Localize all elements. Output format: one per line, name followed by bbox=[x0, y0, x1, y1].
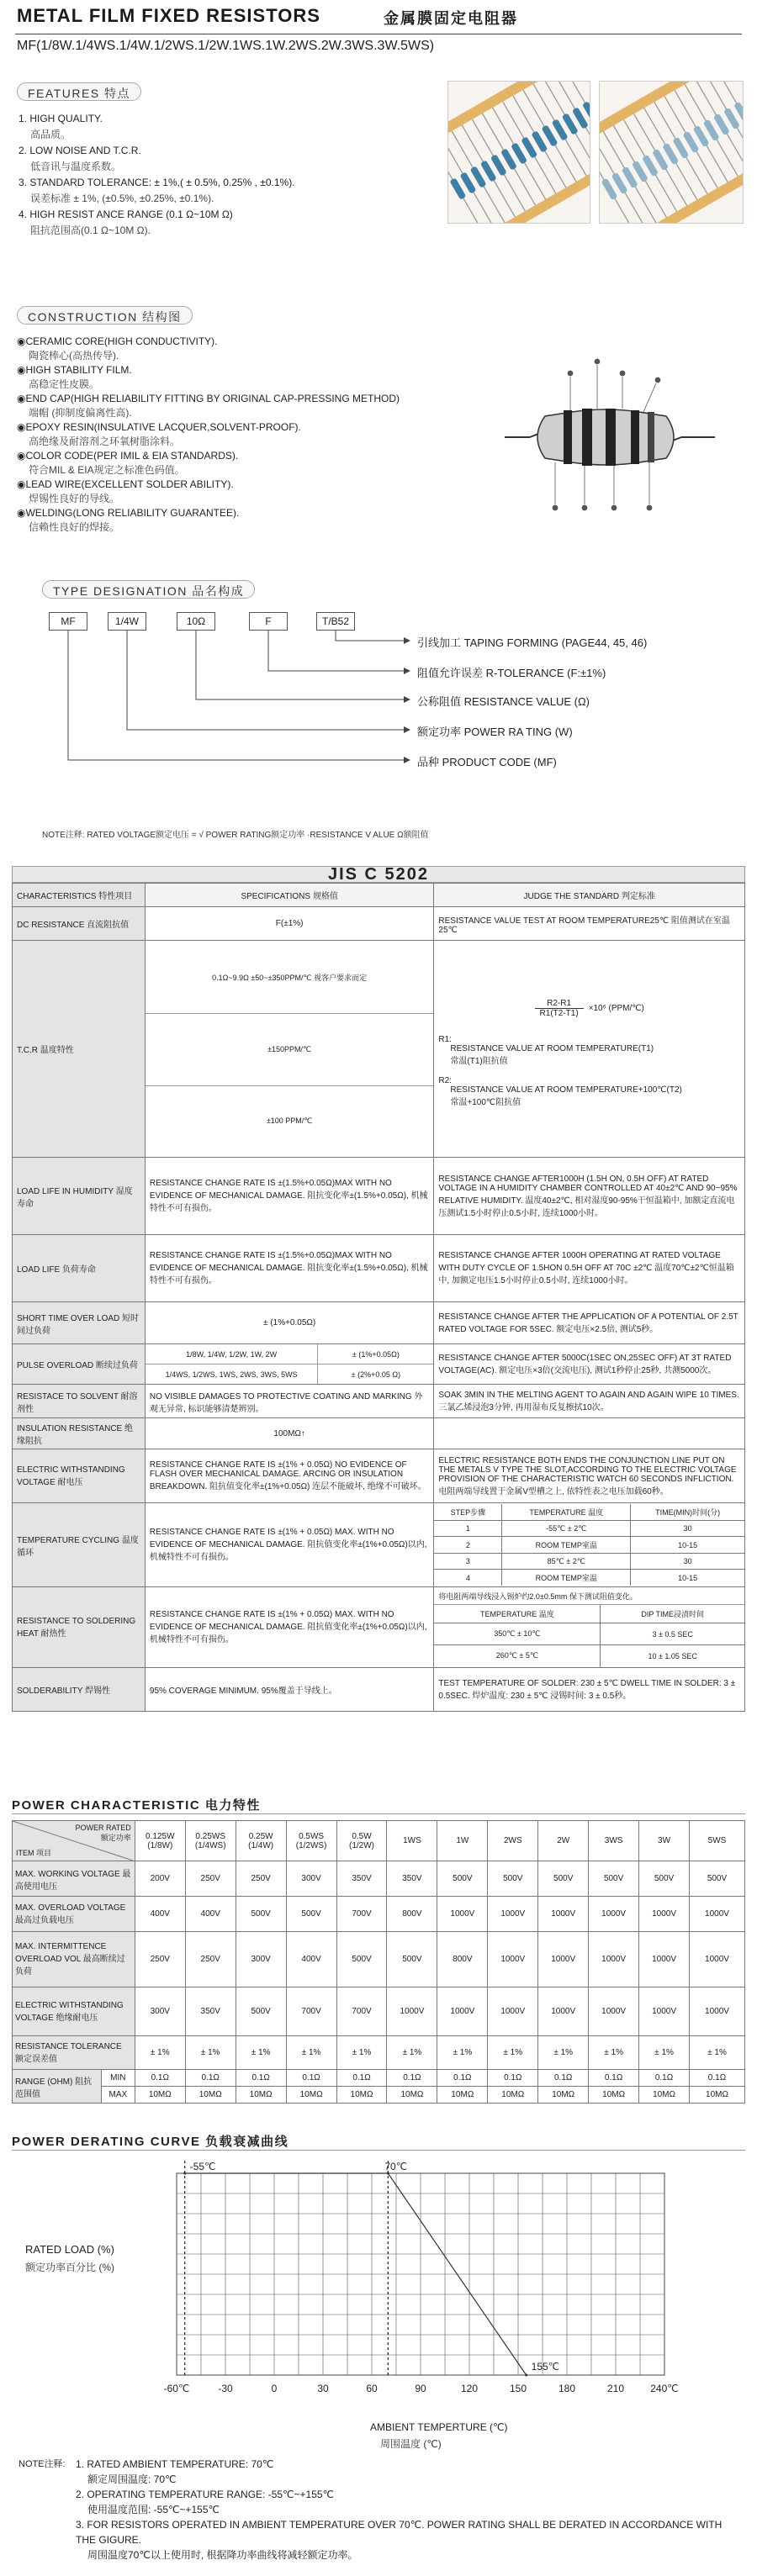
x-tick-label: 90 bbox=[415, 2383, 426, 2394]
power-header-row bbox=[13, 1821, 745, 1861]
table-row bbox=[13, 1449, 745, 1503]
tcr-judge-cell: $\frac{R2-R1}{R1(T2-T1)}$ ×10⁶ (PPM/℃) R1: RESISTANCE VALUE AT ROOM TEMPERATURE(T1) 常温(T1)阻抗值 R2: RESISTANCE VALUE AT ROOM TEMPERATURE+100℃(T2) 常温+100℃阻抗值 bbox=[434, 941, 745, 1158]
power-col-header: 0.5WS (1/2WS) bbox=[286, 1821, 336, 1861]
code-box-resistance: 10Ω bbox=[177, 612, 215, 631]
derating-y-label-cn: 额定功率百分比 (%) bbox=[25, 2262, 114, 2273]
header-characteristics: CHARACTERISTICS 特性项目 bbox=[13, 884, 146, 907]
feature-item: 4. HIGH RESIST ANCE RANGE (0.1 Ω~10M Ω) 阻抗范围高(0.1 Ω~10M Ω). bbox=[19, 209, 233, 236]
x-tick-label: 150 bbox=[509, 2383, 527, 2394]
power-characteristic-table bbox=[12, 1820, 745, 2104]
power-col-header: 1W bbox=[437, 1821, 488, 1861]
page-title-cn: 金属膜固定电阻器 bbox=[384, 10, 518, 27]
row-judge: RESISTANCE CHANGE AFTER 5000C(1SEC ON,25SEC OFF) AT 3T RATED VOLTAGE(AC). 额定电压×3倍(交流电压), 测试1秒停止25秒, 共测5000次。 bbox=[434, 1344, 745, 1385]
taped-resistor-photo-2 bbox=[599, 81, 744, 224]
row-spec: F(±1%) bbox=[145, 907, 434, 941]
power-col-header: 5WS bbox=[690, 1821, 745, 1861]
power-col-header: 0.125W (1/8W) bbox=[135, 1821, 185, 1861]
tcr-spec-high: ±100 PPM/℃ bbox=[266, 1116, 313, 1125]
type-designation-tag: TYPE DESIGNATION 品名构成 bbox=[42, 580, 255, 599]
construction-list bbox=[17, 335, 454, 535]
tcr-spec-mid: ±150PPM/℃ bbox=[146, 1014, 434, 1086]
soldering-judge-cell: 将电阻两端导线浸入锡炉约2.0±0.5mm 保下测试阻值变化。 TEMPERATURE 温度 DIP TIME浸渍时间 350℃ ± 10℃ 3 ± 0.5 SEC 260℃ ± 5℃ 10 ± 1.05 SEC bbox=[434, 1587, 745, 1668]
row-label: ELECTRIC WITHSTANDING VOLTAGE 耐电压 bbox=[13, 1449, 146, 1503]
notes-list bbox=[76, 2457, 740, 2563]
label-power-rating: 额定功率 POWER RA TING (W) bbox=[417, 726, 573, 738]
row-label: DC RESISTANCE 直流阻抗值 bbox=[13, 907, 146, 941]
tcr-spec-cell bbox=[145, 941, 434, 1158]
rated-voltage-note: NOTE注释: RATED VOLTAGE额定电压 = √ POWER RATING额定功率 ·RESISTANCE V ALUE Ω额阻值 bbox=[42, 831, 429, 840]
page-title: METAL FILM FIXED RESISTORS bbox=[17, 5, 320, 26]
row-spec: RESISTANCE CHANGE RATE IS ±(1.5%+0.05Ω)MAX WITH NO EVIDENCE OF MECHANICAL DAMAGE. 阻抗变化率±(1.5%+0.05Ω), 机械特性不可有损伤。 bbox=[145, 1235, 434, 1302]
table-row bbox=[13, 1235, 745, 1302]
row-label: RESISTANCE TO SOLDERING HEAT 耐热性 bbox=[13, 1587, 146, 1668]
power-col-header: 0.25WS (1/4WS) bbox=[185, 1821, 236, 1861]
derating-x-label-cn: 周围温度 (℃) bbox=[380, 2438, 442, 2450]
row-spec: ± (1%+0.05Ω) bbox=[145, 1302, 434, 1344]
note-item: 1. RATED AMBIENT TEMPERATURE: 70℃ bbox=[76, 2458, 274, 2470]
power-row: RESISTANCE TOLERANCE 额定误差值 ± 1% ± 1% ± 1% ± 1% ± 1% ± 1% ± 1% ± 1% ± 1% ± 1% ± 1% ± 1% bbox=[13, 2036, 745, 2070]
table-row-soldering-heat bbox=[13, 1587, 745, 1668]
power-col-header: 1WS bbox=[387, 1821, 437, 1861]
soldering-table: TEMPERATURE 温度 DIP TIME浸渍时间 350℃ ± 10℃ 3 ± 0.5 SEC 260℃ ± 5℃ 10 ± 1.05 SEC bbox=[434, 1605, 744, 1667]
construction-item: ◉COLOR CODE(PER IMIL & EIA STANDARDS). 符合MIL & EIA规定之标准色码值。 bbox=[17, 450, 239, 476]
chart-grid bbox=[177, 2173, 664, 2375]
header-specifications: SPECIFICATIONS 规格值 bbox=[145, 884, 434, 907]
features-section bbox=[17, 82, 141, 102]
circle-dot-icon: ◉ bbox=[17, 478, 26, 490]
label-taping-forming: 引线加工 TAPING FORMING (PAGE44, 45, 46) bbox=[417, 636, 648, 649]
table-row bbox=[13, 1385, 745, 1418]
note-item-cn: 使用温度范围: -55℃~+155℃ bbox=[87, 2504, 220, 2515]
row-label: T.C.R 温度特性 bbox=[13, 941, 146, 1158]
resistor-reel-image bbox=[600, 82, 744, 224]
label-product-code: 品种 PRODUCT CODE (MF) bbox=[417, 756, 557, 768]
row-judge: TEST TEMPERATURE OF SOLDER: 230 ± 5℃ DWELL TIME IN SOLDER: 3 ± 0.5SEC. 焊炉温度: 230 ± 5℃ 浸锡时间: 3 ± 0.5秒。 bbox=[434, 1668, 745, 1712]
row-label: LOAD LIFE IN HUMIDITY 湿度寿命 bbox=[13, 1158, 146, 1235]
row-spec: RESISTANCE CHANGE RATE IS ±(1% + 0.05Ω) MAX. WITH NO EVIDENCE OF MECHANICAL DAMAGE. 阻抗值变化率±(1%+0.05Ω)以内, 机械特性不可有损伤。 bbox=[145, 1587, 434, 1668]
x-tick-label: 30 bbox=[317, 2383, 329, 2394]
rated-temp-label: 70℃ bbox=[384, 2161, 408, 2172]
row-label: LOAD LIFE 负荷寿命 bbox=[13, 1235, 146, 1302]
power-row: ELECTRIC WITHSTANDING VOLTAGE 绝缘耐电压 300V 350V 500V 700V 700V 1000V 1000V 1000V 1000V 1000V 1000V 1000V bbox=[13, 1987, 745, 2036]
row-judge bbox=[434, 1418, 745, 1449]
table-row bbox=[13, 1158, 745, 1235]
x-tick-label: -60℃ bbox=[163, 2383, 190, 2394]
construction-item: ◉CERAMIC CORE(HIGH CONDUCTIVITY). 陶瓷棒心(高热传导). bbox=[17, 335, 218, 362]
derating-x-label: AMBIENT TEMPERTURE (℃) bbox=[370, 2421, 508, 2433]
construction-item: ◉LEAD WIRE(EXCELLENT SOLDER ABILITY). 焊锡性良好的导线。 bbox=[17, 478, 234, 504]
row-spec: NO VISIBLE DAMAGES TO PROTECTIVE COATING AND MARKING 外观无异常, 标识能够清楚辨别。 bbox=[145, 1385, 434, 1418]
power-range-max-row: MAX 10MΩ 10MΩ 10MΩ 10MΩ 10MΩ 10MΩ 10MΩ 10MΩ 10MΩ 10MΩ 10MΩ 10MΩ bbox=[13, 2087, 745, 2104]
construction-item: ◉END CAP(HIGH RELIABILITY FITTING BY ORIGINAL CAP-PRESSING METHOD) 端帽 (抑制度偏离性高). bbox=[17, 393, 400, 419]
power-col-header: 0.25W (1/4W) bbox=[236, 1821, 286, 1861]
construction-item: ◉EPOXY RESIN(INSULATIVE LACQUER,SOLVENT-PROOF). 高绝缘及耐溶剂之环氧树脂涂料。 bbox=[17, 421, 301, 447]
x-tick-label: 180 bbox=[558, 2383, 576, 2394]
power-col-header: 3W bbox=[639, 1821, 690, 1861]
taped-resistor-photo-1 bbox=[447, 81, 590, 224]
x-tick-label: 120 bbox=[460, 2383, 479, 2394]
tcr-spec-low: 0.1Ω~9.9Ω ±50~±350PPM/℃ 视客户要求而定 bbox=[146, 942, 434, 1014]
type-designation-section bbox=[42, 580, 255, 599]
x-tick-label: 0 bbox=[271, 2383, 278, 2394]
chart-x-ticks bbox=[164, 2383, 679, 2394]
label-tolerance: 阻值允许误差 R-TOLERANCE (F:±1%) bbox=[417, 667, 606, 679]
construction-tag: CONSTRUCTION 结构图 bbox=[17, 306, 193, 325]
cycling-table: STEP步骤 TEMPERATURE 温度 TIME(MIN)时间(分) 1 -55℃ ± 2℃ 30 2 ROOM TEMP室温 10-15 3 85℃ ± 2℃ 30 4 ROOM TEMP室温 10-15 bbox=[434, 1504, 744, 1586]
code-box-mf: MF bbox=[49, 612, 87, 631]
code-box-tolerance: F bbox=[249, 612, 288, 631]
table-row-cycling bbox=[13, 1503, 745, 1587]
row-label: RESISTACE TO SOLVENT 耐溶剂性 bbox=[13, 1385, 146, 1418]
x-tick-label: 210 bbox=[606, 2383, 625, 2394]
construction-item: ◉HIGH STABILITY FILM. 高稳定性皮膜。 bbox=[17, 364, 132, 390]
circle-dot-icon: ◉ bbox=[17, 421, 26, 433]
code-box-taping: T/B52 bbox=[316, 612, 355, 631]
derating-point bbox=[525, 2374, 527, 2377]
power-col-header: 0.5W (1/2W) bbox=[336, 1821, 387, 1861]
x-tick-label: 60 bbox=[366, 2383, 378, 2394]
derating-curve-title: POWER DERATING CURVE 负载衰减曲线 bbox=[12, 2132, 745, 2151]
row-judge: RESISTANCE VALUE TEST AT ROOM TEMPERATURE25℃ 阻值测试在室温25℃ bbox=[434, 907, 745, 941]
derating-y-label: RATED LOAD (%) bbox=[25, 2243, 114, 2256]
row-judge: RESISTANCE CHANGE AFTER1000H (1.5H ON, 0.5H OFF) AT RATED VOLTAGE IN A HUMIDITY CHAMBER CONTROLLED AT 40±2℃ AND 90~95% RELATIVE HUMIDITY. 温度40±2℃, 相对湿度90-95%干恒温箱中, 加额定直流电压测试1.5小时停止0.5小时, 连续1000小时。 bbox=[434, 1158, 745, 1235]
power-col-header: 2WS bbox=[488, 1821, 538, 1861]
x-tick-label: 240℃ bbox=[650, 2383, 679, 2394]
table-row-pulse bbox=[13, 1344, 745, 1385]
chart-annotations bbox=[185, 2161, 559, 2375]
features-tag: FEATURES 特点 bbox=[17, 82, 141, 101]
power-row: MAX. INTERMITTENCE OVERLOAD VOL 最高断续过负荷 250V 250V 300V 400V 500V 500V 800V 1000V 1000V 1000V 1000V 1000V bbox=[13, 1932, 745, 1987]
row-judge: RESISTANCE CHANGE AFTER 1000H OPERATING AT RATED VOLTAGE WITH DUTY CYCLE OF 1.5HON 0.5H OFF AT 70C ±2℃ 温度70℃±2℃恒温箱中, 加额定电压1.5小时停止0.5小时, 连续1000小时。 bbox=[434, 1235, 745, 1302]
label-resistance-value: 公称阻值 RESISTANCE VALUE (Ω) bbox=[417, 695, 590, 708]
specification-table bbox=[12, 883, 745, 1712]
row-label: SHORT TIME OVER LOAD 短时间过负荷 bbox=[13, 1302, 146, 1344]
row-spec: RESISTANCE CHANGE RATE IS ±(1% + 0.05Ω) NO EVIDENCE OF FLASH OVER MECHANICAL DAMAGE. ARCING OR INSULATION BREAKDOWN. 阻抗值变化率±(1%+0.05Ω) 连层不能破坏, 绝缘不可破坏。 bbox=[145, 1449, 434, 1503]
row-judge: SOAK 3MIN IN THE MELTING AGENT TO AGAIN AND AGAIN WIPE 10 TIMES. 三氯乙烯浸泡3分钟, 再用湿布反复擦拭10次。 bbox=[434, 1385, 745, 1418]
row-label: PULSE OVERLOAD 断续过负荷 bbox=[13, 1344, 146, 1385]
circle-dot-icon: ◉ bbox=[17, 507, 26, 519]
note-item: 2. OPERATING TEMPERATURE RANGE: -55℃~+155℃ bbox=[76, 2489, 335, 2500]
jis-standard-title: JIS C 5202 bbox=[12, 866, 745, 883]
tcr-formula: $\frac{R2-R1}{R1(T2-T1)}$ ×10⁶ (PPM/℃) bbox=[438, 999, 740, 1018]
features-list bbox=[19, 111, 439, 239]
x-tick-label: -30 bbox=[218, 2383, 233, 2394]
feature-item: 2. LOW NOISE AND T.C.R. 低音讯与温度系数。 bbox=[19, 145, 141, 172]
resistor-reel-image bbox=[448, 82, 590, 224]
circle-dot-icon: ◉ bbox=[17, 335, 26, 347]
note-item: 3. FOR RESISTORS OPERATED IN AMBIENT TEMPERATURE OVER 70℃. POWER RATING SHALL BE DERATED IN ACCORDANCE WITH THE GIGURE. bbox=[76, 2519, 723, 2546]
table-row bbox=[13, 1668, 745, 1712]
cycling-judge-cell bbox=[434, 1503, 745, 1587]
resistor-construction-diagram bbox=[471, 336, 740, 538]
derating-chart bbox=[160, 2152, 749, 2404]
row-spec: 95% COVERAGE MINIMUM. 95%覆盖于导线上。 bbox=[145, 1668, 434, 1712]
table-row bbox=[13, 1302, 745, 1344]
power-row: MAX. WORKING VOLTAGE 最高使用电压 200V 250V 250V 300V 350V 350V 500V 500V 500V 500V 500V 500V bbox=[13, 1861, 745, 1897]
max-temp-label: 155℃ bbox=[531, 2361, 560, 2373]
power-characteristic-title: POWER CHARACTERISTIC 电力特性 bbox=[12, 1796, 745, 1814]
pulse-spec-cell: 1/8W, 1/4W, 1/2W, 1W, 2W ± (1%+0.05Ω) 1/4WS, 1/2WS, 1WS, 2WS, 3WS, 5WS ± (2%+0.05 Ω) bbox=[145, 1344, 434, 1385]
product-series: MF(1/8W.1/4WS.1/4W.1/2WS.1/2W.1WS.1W.2WS.2W.3WS.3W.5WS) bbox=[17, 39, 435, 53]
row-label: INSULATION RESISTANCE 绝缘阻抗 bbox=[13, 1418, 146, 1449]
table-row bbox=[13, 1418, 745, 1449]
power-col-header: 2W bbox=[538, 1821, 589, 1861]
circle-dot-icon: ◉ bbox=[17, 450, 26, 462]
feature-item: 1. HIGH QUALITY. 高品质。 bbox=[19, 113, 103, 140]
header-judge: JUDGE THE STANDARD 判定标准 bbox=[434, 884, 745, 907]
row-label: SOLDERABILITY 焊锡性 bbox=[13, 1668, 146, 1712]
note-item-cn: 周围温度70℃以上使用时, 根据降功率曲线将减轻额定功率。 bbox=[87, 2549, 358, 2561]
min-temp-label: -55℃ bbox=[189, 2161, 216, 2172]
note-item-cn: 额定周围温度: 70℃ bbox=[87, 2473, 177, 2485]
circle-dot-icon: ◉ bbox=[17, 364, 26, 376]
feature-item: 3. STANDARD TOLERANCE: ± 1%,( ± 0.5%, 0.25% , ±0.1%). 误差标准 ± 1%, (±0.5%, ±0.25%, ±0.1%). bbox=[19, 177, 295, 204]
row-spec: RESISTANCE CHANGE RATE IS ±(1% + 0.05Ω) MAX. WITH NO EVIDENCE OF MECHANICAL DAMAGE. 阻抗值变化率±(1%+0.05Ω)以内, 机械特性不可有损伤。 bbox=[145, 1503, 434, 1587]
row-judge: RESISTANCE CHANGE AFTER THE APPLICATION OF A POTENTIAL OF 2.5T RATED VOLTAGE FOR 5SEC. 额定电压×2.5倍, 测试5秒。 bbox=[434, 1302, 745, 1344]
power-col-header: 3WS bbox=[589, 1821, 639, 1861]
power-range-min-row: RANGE (OHM) 阻抗范围值 MIN 0.1Ω 0.1Ω 0.1Ω 0.1Ω 0.1Ω 0.1Ω 0.1Ω 0.1Ω 0.1Ω 0.1Ω 0.1Ω 0.1Ω bbox=[13, 2070, 745, 2087]
row-spec: 100MΩ↑ bbox=[145, 1418, 434, 1449]
table-row-tcr bbox=[13, 941, 745, 1158]
notes-label: NOTE注释: bbox=[19, 2459, 66, 2469]
type-designation-leader-lines bbox=[42, 631, 412, 790]
power-row: MAX. OVERLOAD VOLTAGE 最高过负载电压 400V 400V 500V 500V 700V 800V 1000V 1000V 1000V 1000V 1000V 1000V bbox=[13, 1897, 745, 1932]
construction-item: ◉WELDING(LONG RELIABILITY GUARANTEE). 信赖性良好的焊接。 bbox=[17, 507, 240, 533]
code-box-power: 1/4W bbox=[108, 612, 146, 631]
row-label: TEMPERATURE CYCLING 温度循环 bbox=[13, 1503, 146, 1587]
row-judge: ELECTRIC RESISTANCE BOTH ENDS THE CONJUNCTION LINE PUT ON THE METALS V TYPE THE SLOT,ACCORDING TO THE ELECTRIC VOLTAGE PROVISION OF THE CHARACTERISTIC WATCH 60 SECONDS INFLICTION. 电阻两端导线置于金属V型槽之上, 依特性表之电压加载60秒。 bbox=[434, 1449, 745, 1503]
table-header-row bbox=[13, 884, 745, 907]
table-row bbox=[13, 907, 745, 941]
circle-dot-icon: ◉ bbox=[17, 393, 26, 404]
power-corner-cell: POWER RATED 额定功率 ITEM 项目 bbox=[13, 1821, 135, 1861]
row-spec: RESISTANCE CHANGE RATE IS ±(1.5%+0.05Ω)MAX WITH NO EVIDENCE OF MECHANICAL DAMAGE. 阻抗变化率±(1.5%+0.05Ω), 机械特性不可有损伤。 bbox=[145, 1158, 434, 1235]
construction-section bbox=[17, 306, 193, 325]
